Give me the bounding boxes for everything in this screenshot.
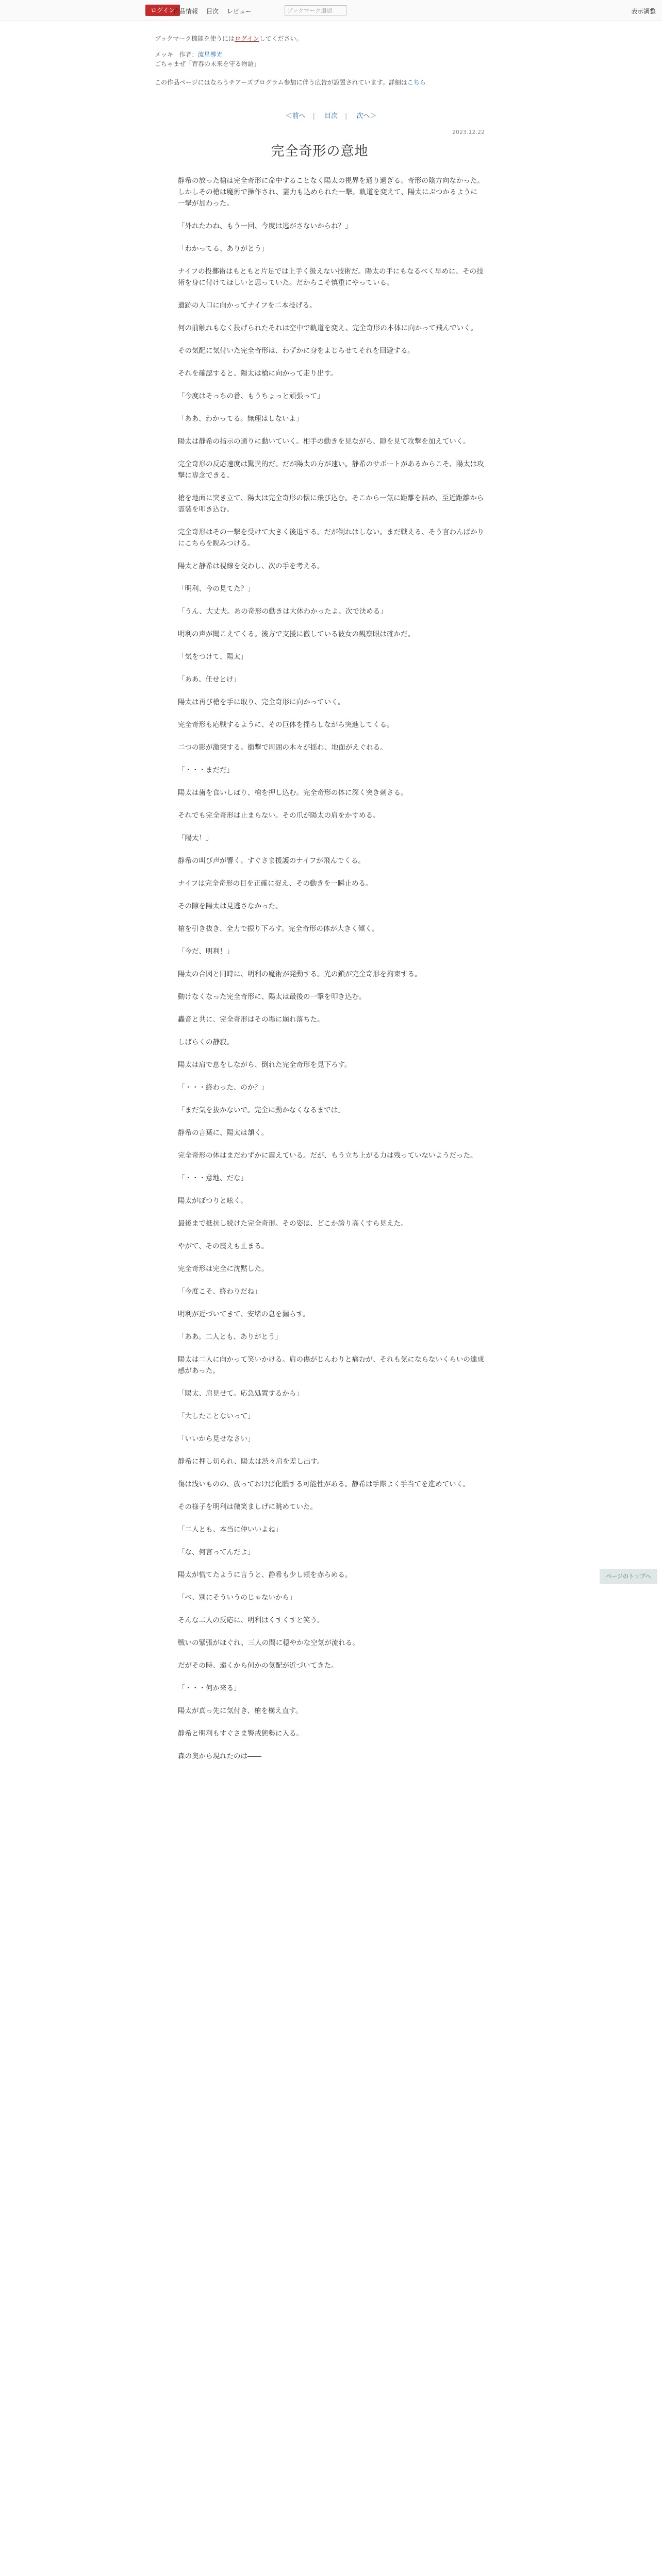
body-paragraph: 動けなくなった完全奇形に、陽太は最後の一撃を叩き込む。 (178, 993, 366, 1001)
body-paragraph: 「大したことないって」 (178, 1412, 255, 1420)
body-paragraph: 完全奇形の反応速度は驚異的だ。だが陽太の方が速い。静希のサポートがあるからこそ、陽太は攻撃に専念できる。 (178, 460, 484, 480)
body-paragraph: 陽太がぽつりと呟く。 (178, 1197, 247, 1205)
body-paragraph: 「陽太！」 (178, 834, 213, 842)
series-name: メッキ (155, 51, 174, 58)
body-paragraph: 「今度はそっちの番、もうちょっと頑張って」 (178, 392, 324, 400)
body-paragraph: 「陽太、肩見せて。応急処置するから」 (178, 1389, 303, 1398)
body-paragraph: だがその時、遠くから何かの気配が近づいてきた。 (178, 1662, 338, 1670)
body-paragraph: 陽太は静希の指示の通りに動いていく。相手の動きを見ながら、隙を見て攻撃を加えていく。 (178, 437, 470, 446)
body-paragraph: 「・・・何か来る」 (178, 1684, 241, 1692)
notice-suffix: してください。 (259, 35, 303, 42)
work-meta (155, 50, 485, 69)
notice-login-link[interactable]: ログイン (235, 35, 259, 42)
nav-work-info[interactable]: 作品情報 (173, 8, 198, 15)
chapter-date: 2023.12.22 (452, 129, 485, 135)
bookmark-add-button[interactable]: ブックマーク追加 (285, 5, 346, 15)
body-paragraph: 「いいから見せなさい」 (178, 1435, 255, 1443)
body-paragraph: ナイフは完全奇形の目を正確に捉え、その動きを一瞬止める。 (178, 879, 373, 888)
body-paragraph: 陽太は再び槍を手に取り、完全奇形に向かっていく。 (178, 698, 345, 706)
body-paragraph: 「二人とも、本当に仲いいよね」 (178, 1526, 283, 1534)
chapter-pager-top: ＜前へ | 目次 | 次へ＞ (285, 112, 377, 120)
body-paragraph: 「な、何言ってんだよ」 (178, 1548, 255, 1556)
body-paragraph: 完全奇形はその一撃を受けて大きく後退する。だが倒れはしない。まだ戦える、そう言わんばかりにこちらを睨みつける。 (178, 528, 484, 548)
body-paragraph: 「ああ、わかってる。無理はしないよ」 (178, 415, 303, 423)
author-link[interactable]: 流星導光 (197, 51, 223, 58)
body-paragraph: その気配に気付いた完全奇形は、わずかに身をよじらせてそれを回避する。 (178, 347, 415, 355)
body-paragraph: やがて、その震えも止まる。 (178, 1242, 269, 1250)
body-paragraph: 静希に押し切られ、陽太は渋々肩を差し出す。 (178, 1458, 324, 1466)
body-paragraph: しばらくの静寂。 (178, 1038, 234, 1046)
ad-notice-link[interactable]: こちら (407, 79, 426, 86)
ad-notice (155, 78, 485, 87)
body-paragraph: 「ああ、任せとけ」 (178, 675, 240, 684)
body-paragraph: 二つの影が激突する。衝撃で周囲の木々が揺れ、地面がえぐれる。 (178, 743, 387, 752)
body-paragraph: 「気をつけて、陽太」 (178, 653, 247, 661)
body-paragraph: 完全奇形も応戦するように、その巨体を揺らしながら突進してくる。 (178, 721, 394, 729)
body-paragraph: 「べ、別にそういうのじゃないから」 (178, 1594, 296, 1602)
body-paragraph: 陽太と静希は視線を交わし、次の手を考える。 (178, 562, 324, 570)
work-description: ごちゃまぜ「青春の未来を守る物語」 (155, 60, 260, 67)
body-paragraph: 「ああ。二人とも、ありがとう」 (178, 1333, 282, 1341)
display-settings-button[interactable]: 表示調整 (631, 8, 656, 15)
body-paragraph: 静希の言葉に、陽太は頷く。 (178, 1129, 269, 1137)
body-paragraph: 明利の声が聞こえてくる。後方で支援に徹している彼女の観察眼は確かだ。 (178, 630, 415, 638)
body-paragraph: 明利が近づいてきて、安堵の息を漏らす。 (178, 1310, 310, 1318)
body-paragraph: 槍を地面に突き立て、陽太は完全奇形の懐に飛び込む。そこから一気に距離を詰め、至近距離から霊装を叩き込む。 (178, 494, 484, 514)
body-paragraph: 森の奥から現れたのは―― (178, 1752, 261, 1760)
ad-notice-text: この作品ページにはなろうチアーズプログラム参加に伴う広告が設置されています。詳細は (155, 79, 407, 86)
body-paragraph: 何の前触れもなく投げられたそれは空中で軌道を変え、完全奇形の本体に向かって飛んでいく。 (178, 324, 478, 332)
login-notice (155, 34, 485, 43)
body-paragraph: その様子を明利は微笑ましげに眺めていた。 (178, 1503, 317, 1511)
top-navigation-bar (0, 0, 662, 21)
body-paragraph: 「明利、今の見てた？」 (178, 585, 255, 593)
body-paragraph: 陽太が慌てたように言うと、静希も少し頬を赤らめる。 (178, 1571, 352, 1579)
body-paragraph: それを確認すると、陽太は槍に向かって走り出す。 (178, 369, 338, 378)
body-paragraph: 陽太は二人に向かって笑いかける。肩の傷がじんわりと痛むが、それも気にならないくらいの達成感があった。 (178, 1355, 484, 1375)
body-paragraph: 「まだ気を抜かないで。完全に動かなくなるまでは」 (178, 1106, 345, 1114)
body-paragraph: 陽太は歯を食いしばり、槍を押し込む。完全奇形の体に深く突き刺さる。 (178, 789, 408, 797)
body-paragraph: ナイフの投擲術はもともと片足では上手く扱えない技術だ。陽太の手にもなるべく早めに、その技術を身に付けてほしいと思っていた。だからこそ慎重にやっている。 (178, 267, 484, 287)
body-paragraph: 傷は浅いものの、放っておけば化膿する可能性がある。静希は手際よく手当てを進めていく。 (178, 1480, 470, 1488)
body-paragraph: 槍を引き抜き、全力で振り下ろす。完全奇形の体が大きく傾く。 (178, 925, 379, 933)
body-paragraph: 「わかってる、ありがとう」 (178, 245, 269, 253)
body-paragraph: それでも完全奇形は止まらない。その爪が陽太の肩をかすめる。 (178, 811, 380, 820)
body-paragraph: 「・・・終わった、のか？」 (178, 1083, 269, 1092)
body-paragraph: 轟音と共に、完全奇形はその場に崩れ落ちた。 (178, 1015, 324, 1024)
body-paragraph: 陽太は肩で息をしながら、倒れた完全奇形を見下ろす。 (178, 1061, 352, 1069)
work-header (155, 34, 485, 87)
body-paragraph: 「・・・意地、だな」 (178, 1174, 247, 1182)
author-label: 作者： (179, 51, 198, 58)
nav-toc[interactable]: 目次 (206, 8, 219, 15)
chapter-title: 完全奇形の意地 (271, 144, 369, 159)
body-paragraph: 完全奇形の体はまだわずかに震えている。だが、もう立ち上がる力は残っていないようだった。 (178, 1151, 477, 1160)
toc-link[interactable]: 目次 (324, 112, 338, 120)
body-paragraph: 最後まで抵抗し続けた完全奇形。その姿は、どこか誇り高くすら見えた。 (178, 1219, 408, 1228)
body-paragraph: 完全奇形は完全に沈黙した。 (178, 1265, 269, 1273)
body-paragraph: そんな二人の反応に、明利はくすくすと笑う。 (178, 1616, 324, 1624)
chapter-heading (155, 129, 485, 160)
body-paragraph: 陽太が真っ先に気付き、槍を構え直す。 (178, 1707, 303, 1715)
page-top-button[interactable]: ページのトップへ (600, 1569, 657, 1584)
body-paragraph: 「外れたわね、もう一回、今度は逃がさないからね？」 (178, 222, 352, 230)
nav-review[interactable]: レビュー (227, 8, 252, 15)
body-paragraph: 「今だ、明利！」 (178, 947, 234, 956)
body-paragraph: 静希の放った槍は完全奇形に命中することなく陽太の視界を通り過ぎる。奇形の陰方向なかった。しかしその槍は魔術で操作され、霊力も込められた一撃。軌道を変えて、陽太にぶつかるように一撃が加わった。 (178, 177, 484, 208)
login-button[interactable]: ログイン (145, 5, 180, 16)
body-paragraph: 「今度こそ、終わりだね」 (178, 1287, 261, 1296)
body-paragraph: 遺跡の入口に向かってナイフを二本投げる。 (178, 301, 317, 310)
body-paragraph: その隙を陽太は見逃さなかった。 (178, 902, 283, 910)
chapter-body (178, 175, 484, 1773)
body-paragraph: 「うん、大丈夫。あの奇形の動きは大体わかったよ。次で決める」 (178, 607, 387, 616)
notice-prefix: ブックマーク機能を使うには (155, 35, 235, 42)
prev-link[interactable]: ＜前へ (285, 112, 306, 120)
body-paragraph: 静希の叫び声が響く。すぐさま援護のナイフが飛んでくる。 (178, 857, 365, 865)
body-paragraph: 戦いの緊張がほぐれ、三人の間に穏やかな空気が流れる。 (178, 1639, 359, 1647)
body-paragraph: 陽太の合図と同時に、明利の魔術が発動する。光の鎖が完全奇形を拘束する。 (178, 970, 422, 978)
body-paragraph: 「・・・まだだ」 (178, 766, 234, 774)
next-link[interactable]: 次へ＞ (356, 112, 377, 120)
body-paragraph: 静希と明利もすぐさま警戒態勢に入る。 (178, 1730, 303, 1738)
